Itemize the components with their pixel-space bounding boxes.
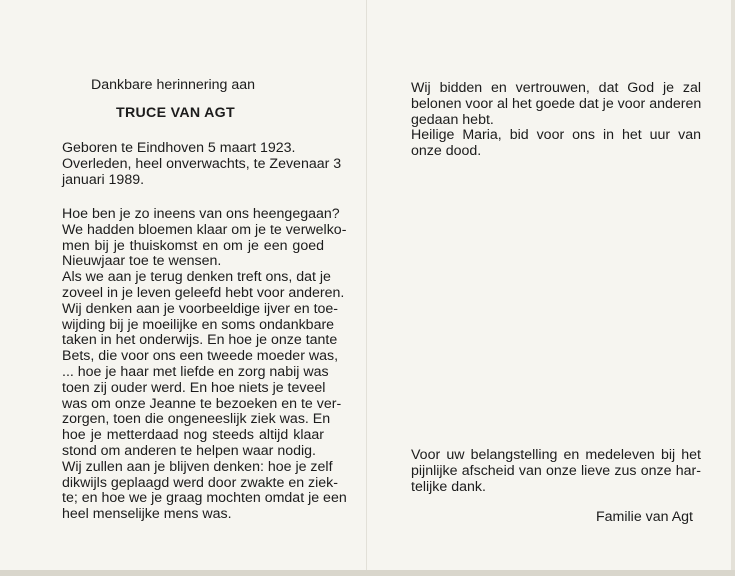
poem-line: stond om anderen te helpen waar nodig. (62, 442, 316, 459)
poem-line: dikwijls geplaagd werd door zwakte en ziek- (62, 474, 339, 491)
poem-line: Wij denken aan je voorbeeldige ijver en toe- (62, 300, 339, 317)
poem-line: te; en hoe we je graag mochten omdat je een (62, 490, 347, 507)
poem-line: zoveel in je leven geleefd hebt voor anderen. (62, 284, 345, 301)
family-signature: Familie van Agt (596, 509, 693, 525)
thanks-line: telijke dank. (411, 478, 486, 495)
poem-line: hoe je metterdaad nog steeds altijd klaar (62, 427, 324, 444)
thanks-line: Voor uw belangstelling en medeleven bij het (411, 447, 701, 463)
card-edge-bottom (0, 570, 735, 576)
poem-line: was om onze Jeanne te bezoeken en te ver- (62, 395, 342, 412)
prayer-text (411, 81, 701, 160)
thanks-line: pijnlijke afscheid van onze lieve zus onze har- (411, 462, 701, 479)
poem-line: Als we aan je terug denken treft ons, dat je (62, 269, 331, 286)
prayer-line: Heilige Maria, bid voor ons in het uur van (411, 127, 701, 144)
prayer-line: Wij bidden en vertrouwen, dat God je zal (411, 80, 701, 96)
deceased-name: TRUCE VAN AGT (116, 105, 235, 121)
card-fold-line (366, 0, 367, 576)
poem-line: We hadden bloemen klaar om je te verwelko- (62, 221, 347, 238)
poem-line: men bij je thuiskomst en om je een goed (62, 237, 324, 254)
poem-line: heel menselijke mens was. (62, 506, 232, 523)
prayer-line: belonen voor al het goede dat je voor anderen (411, 95, 702, 112)
poem-line: zorgen, toen die ongeneeslijk ziek was. En (62, 411, 331, 428)
poem-line: Bets, die voor ons een tweede moeder was, (62, 348, 339, 365)
card-edge-right (731, 0, 735, 576)
date-line: januari 1989. (62, 171, 145, 188)
poem-line: Hoe ben je zo ineens van ons heengegaan? (62, 206, 340, 222)
date-line: Overleden, heel onverwachts, te Zevenaar 3 (62, 155, 342, 172)
date-line: Geboren te Eindhoven 5 maart 1923. (62, 140, 296, 156)
poem-line: toen zij ouder werd. En hoe niets je teveel (62, 379, 326, 396)
poem-text (62, 206, 347, 523)
thanks-text (411, 448, 701, 495)
prayer-line: onze dood. (411, 143, 482, 160)
intro-text: Dankbare herinnering aan (91, 77, 256, 93)
poem-line: wijding bij je moeilijke en soms ondankbare (62, 316, 335, 333)
prayer-line: gedaan hebt. (411, 111, 494, 128)
poem-line: taken in het onderwijs. En hoe je onze tante (62, 332, 338, 349)
poem-line: Nieuwjaar toe te wensen. (62, 253, 222, 270)
birth-death-dates (62, 141, 340, 188)
poem-line: Wij zullen aan je blijven denken: hoe je zelf (62, 458, 333, 475)
poem-line: ... hoe je haar met liefde en zorg nabij was (62, 363, 329, 380)
